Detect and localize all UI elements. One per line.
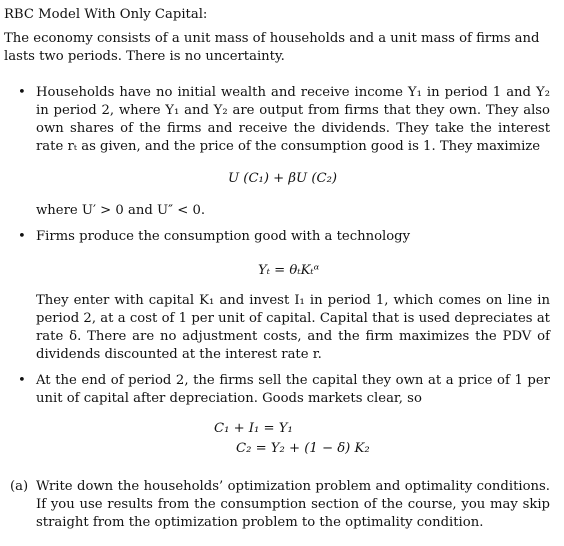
bullet-firms	[18, 228, 550, 246]
clearing-equation-1: C₁ + I₁ = Y₁	[214, 421, 293, 436]
bullet-marker: •	[18, 85, 26, 100]
utility-condition: where U′ > 0 and U″ < 0.	[36, 203, 206, 218]
utility-equation: U (C₁) + βU (C₂)	[228, 171, 338, 186]
question-a	[10, 478, 550, 532]
technology-equation: Yₜ = θₜKₜᵅ	[258, 263, 320, 278]
bullet-text: Firms produce the consumption good with a technology	[36, 229, 411, 244]
section-title: RBC Model With Only Capital:	[4, 7, 208, 22]
intro-paragraph: The economy consists of a unit mass of households and a unit mass of firms and lasts two periods. There is no uncertainty.	[4, 31, 540, 64]
question-label: (a)	[10, 479, 29, 494]
bullet-text: Households have no initial wealth and receive income Y₁ in period 1 and Y₂ in period 2, where Y₁ and Y₂ are output from firms that they own. They also own shares of the firms and receive the dividends. They take the interest rate rₜ as given, and the price of the consumption good is 1. They maximize	[36, 85, 550, 154]
question-text: Write down the households’ optimization problem and optimality conditions. If you use results from the consumption section of the course, you may skip straight from the optimization problem to the optimality condition.	[36, 479, 550, 530]
bullet-marker: •	[18, 229, 26, 244]
bullet-text: At the end of period 2, the firms sell the capital they own at a price of 1 per unit of capital after depreciation. Goods markets clear, so	[36, 373, 550, 406]
bullet-marker: •	[18, 373, 26, 388]
firm-description: They enter with capital K₁ and invest I₁ in period 1, which comes on line in period 2, at a cost of 1 per unit of capital. Capital that is used depreciates at rate δ. There are no adjustment costs, and the firm maximizes the PDV of dividends discounted at the interest rate r.	[36, 293, 550, 362]
clearing-equation-2: C₂ = Y₂ + (1 − δ) K₂	[236, 441, 370, 456]
bullet-households	[18, 84, 550, 156]
bullet-market-clearing	[18, 372, 550, 408]
